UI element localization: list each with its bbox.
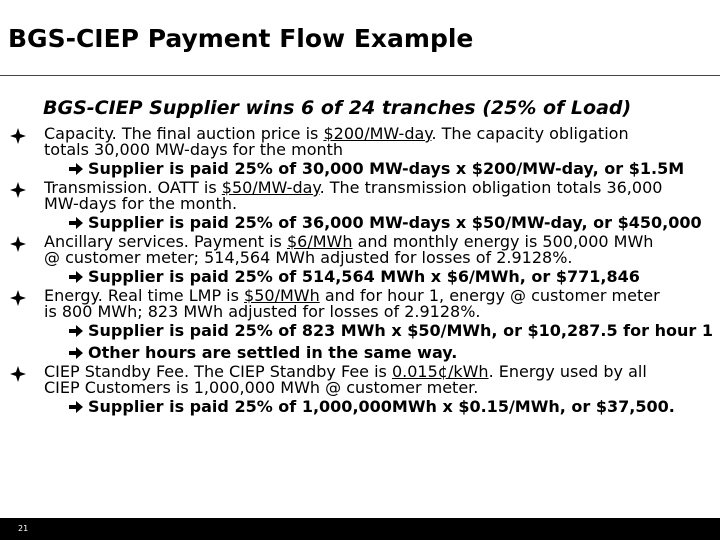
sub-point [0,320,720,342]
sub-point-text: Supplier is paid 25% of 823 MWh x $50/MWh, or $10,287.5 for hour 1 [88,321,713,340]
bullet-ciep-standby-fee [0,364,720,396]
sub-point-text: Other hours are settled in the same way. [88,343,458,362]
diamond-bullet-icon [10,236,28,254]
sub-point-text: Supplier is paid 25% of 36,000 MW-days x $50/MW-day, or $450,000 [88,213,702,232]
bullet-text-part: Ancillary services. Payment is [44,232,287,251]
bullet-line-2: totals 30,000 MW-days for the month [44,140,344,159]
bullet-text [44,288,710,320]
sub-point [0,396,720,418]
sub-point [0,158,720,180]
arrow-right-icon [68,266,84,288]
bullet-text-part: Energy. Real time LMP is [44,286,245,305]
underlined-value: $50/MW-day [221,178,320,197]
arrow-right-icon [68,158,84,180]
bullet-text-part: and monthly energy is 500,000 MWh [352,232,654,251]
diamond-bullet-icon [10,182,28,200]
underlined-value: $50/MWh [244,286,320,305]
bullet-energy [0,288,720,320]
bullet-transmission [0,180,720,212]
sub-point [0,266,720,288]
bullet-text-part: CIEP Standby Fee. The CIEP Standby Fee is [44,362,392,381]
arrow-right-icon [68,212,84,234]
bullet-line-2: MW-days for the month. [44,194,238,213]
bullet-ancillary-services [0,234,720,266]
title-divider [0,75,720,76]
underlined-value: 0.015¢/kWh [391,362,489,381]
slide-title: BGS-CIEP Payment Flow Example [8,24,474,53]
bullet-line-2: CIEP Customers is 1,000,000 MWh @ customer meter. [44,378,479,397]
underlined-value: $200/MW-day [323,124,432,143]
bullet-capacity [0,126,720,158]
sub-point [0,342,720,364]
bullet-line-2: @ customer meter; 514,564 MWh adjusted for losses of 2.9128%. [44,248,573,267]
bullet-text-part: . The transmission obligation totals 36,000 [319,178,663,197]
bullet-text [44,126,710,158]
diamond-bullet-icon [10,290,28,308]
arrow-right-icon [68,320,84,342]
bullet-line-2: is 800 MWh; 823 MWh adjusted for losses of 2.9128%. [44,302,481,321]
diamond-bullet-icon [10,366,28,384]
bullet-text-part: . The capacity obligation [431,124,629,143]
bullet-text-part: Capacity. The final auction price is [44,124,324,143]
bullet-text [44,180,710,212]
bullet-text-part: Transmission. OATT is [44,178,222,197]
sub-point-text: Supplier is paid 25% of 514,564 MWh x $6/MWh, or $771,846 [88,267,640,286]
bullet-list [0,126,720,418]
bullet-text [44,234,710,266]
bullet-text-part: and for hour 1, energy @ customer meter [319,286,660,305]
bullet-text-part: . Energy used by all [488,362,647,381]
sub-point-text: Supplier is paid 25% of 30,000 MW-days x $200/MW-day, or $1.5M [88,159,685,178]
footer-bar [0,518,720,540]
sub-point-text: Supplier is paid 25% of 1,000,000MWh x $0.15/MWh, or $37,500. [88,397,675,416]
diamond-bullet-icon [10,128,28,146]
page-number: 21 [18,524,29,533]
bullet-text [44,364,710,396]
slide-subtitle: BGS-CIEP Supplier wins 6 of 24 tranches (25% of Load) [43,97,632,119]
arrow-right-icon [68,342,84,364]
sub-point [0,212,720,234]
arrow-right-icon [68,396,84,418]
underlined-value: $6/MWh [286,232,353,251]
